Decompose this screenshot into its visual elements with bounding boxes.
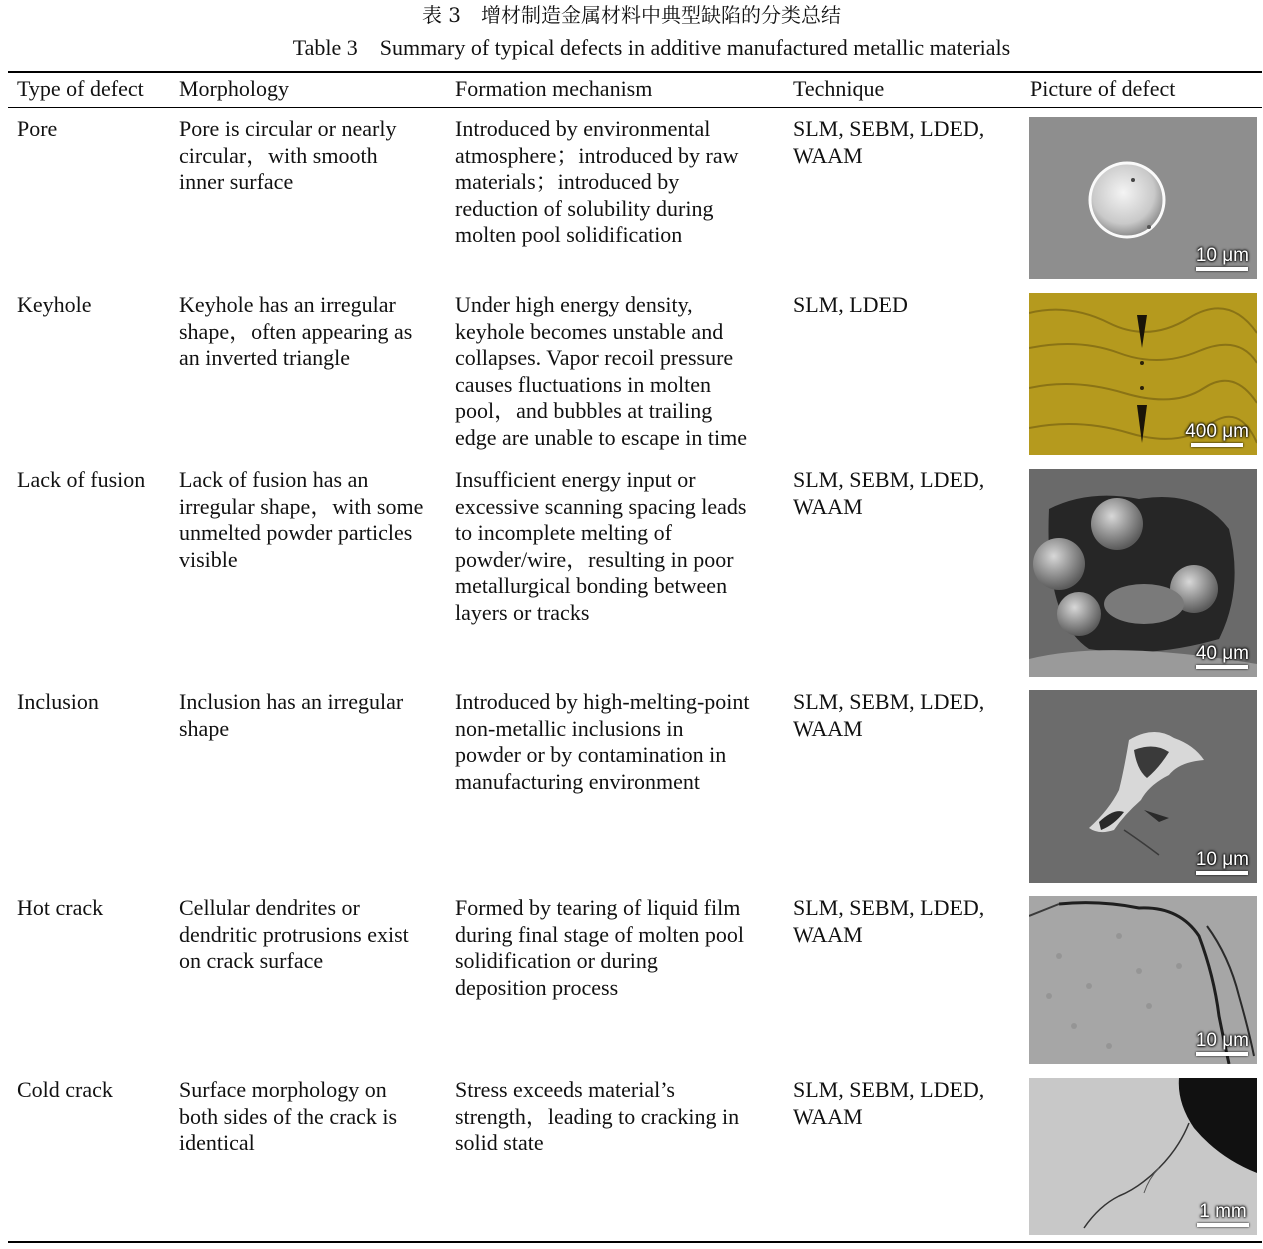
table-caption-english: Table 3 Summary of typical defects in additive manufactured metallic materials (292, 35, 1011, 60)
defect-type: Inclusion (17, 689, 99, 714)
defect-morphology: Inclusion has an irregular shape (179, 689, 404, 741)
scale-bar-label: 10 μm (1195, 1030, 1249, 1051)
formation-mechanism: Under high energy density, keyhole becomes unstable and collapses. Vapor recoil pressure causes fluctuations in molten pool，and bubbles at trailing edge are unable to escape in time (455, 292, 747, 450)
table-top-rule (8, 71, 1262, 73)
lack-of-fusion-micrograph (1029, 469, 1257, 677)
scale-bar-label: 40 μm (1195, 643, 1249, 664)
scale-bar (1185, 422, 1249, 447)
header-type-of-defect: Type of defect (17, 76, 144, 101)
inclusion-micrograph (1029, 690, 1257, 883)
defect-morphology: Pore is circular or nearly circular，with smooth inner surface (179, 116, 397, 194)
defect-type: Hot crack (17, 895, 104, 920)
technique: SLM, SEBM, LDED, WAAM (793, 467, 985, 519)
header-formation-mechanism: Formation mechanism (455, 76, 653, 101)
technique: SLM, SEBM, LDED, WAAM (793, 116, 985, 168)
table-header-rule (8, 107, 1262, 108)
scale-bar-label: 10 μm (1195, 245, 1249, 266)
defect-type: Keyhole (17, 292, 92, 317)
scale-bar-label: 1 mm (1199, 1201, 1247, 1222)
pore-micrograph (1029, 117, 1257, 279)
hot-crack-micrograph (1029, 896, 1257, 1064)
formation-mechanism: Introduced by high-melting-point non-metallic inclusions in powder or by contamination in manufacturing environment (455, 689, 750, 794)
scale-bar (1196, 644, 1249, 669)
defect-morphology: Cellular dendrites or dendritic protrusions exist on crack surface (179, 895, 409, 973)
header-morphology: Morphology (179, 76, 289, 101)
technique: SLM, SEBM, LDED, WAAM (793, 895, 985, 947)
table-caption-chinese: 表 3 增材制造金属材料中典型缺陷的分类总结 (421, 3, 842, 27)
technique: SLM, SEBM, LDED, WAAM (793, 689, 985, 741)
formation-mechanism: Stress exceeds material’s strength，leading to cracking in solid state (455, 1077, 740, 1155)
technique: SLM, SEBM, LDED, WAAM (793, 1077, 985, 1129)
header-picture-of-defect: Picture of defect (1030, 76, 1176, 101)
scale-bar-label: 10 μm (1195, 849, 1249, 870)
defect-morphology: Lack of fusion has an irregular shape，with some unmelted powder particles visible (179, 467, 424, 572)
scale-bar (1196, 1031, 1249, 1056)
defect-type: Lack of fusion (17, 467, 146, 492)
scale-bar (1197, 1202, 1249, 1227)
formation-mechanism: Introduced by environmental atmosphere；introduced by raw materials；introduced by reduction of solubility during molten pool solidification (455, 116, 739, 247)
technique: SLM, LDED (793, 292, 908, 317)
formation-mechanism: Insufficient energy input or excessive scanning spacing leads to incomplete melting of powder/wire，resulting in poor metallurgical bonding between layers or tracks (455, 467, 747, 625)
defect-type: Cold crack (17, 1077, 113, 1102)
cold-crack-micrograph (1029, 1078, 1257, 1235)
defect-morphology: Keyhole has an irregular shape，often appearing as an inverted triangle (179, 292, 413, 370)
defect-type: Pore (17, 116, 58, 141)
defect-morphology: Surface morphology on both sides of the crack is identical (179, 1077, 398, 1155)
keyhole-micrograph (1029, 293, 1257, 455)
formation-mechanism: Formed by tearing of liquid film during final stage of molten pool solidification or during deposition process (455, 895, 744, 1000)
scale-bar-label: 400 μm (1185, 421, 1249, 442)
header-technique: Technique (793, 76, 885, 101)
scale-bar (1196, 850, 1249, 875)
scale-bar (1196, 246, 1249, 271)
table-bottom-rule (8, 1241, 1262, 1243)
